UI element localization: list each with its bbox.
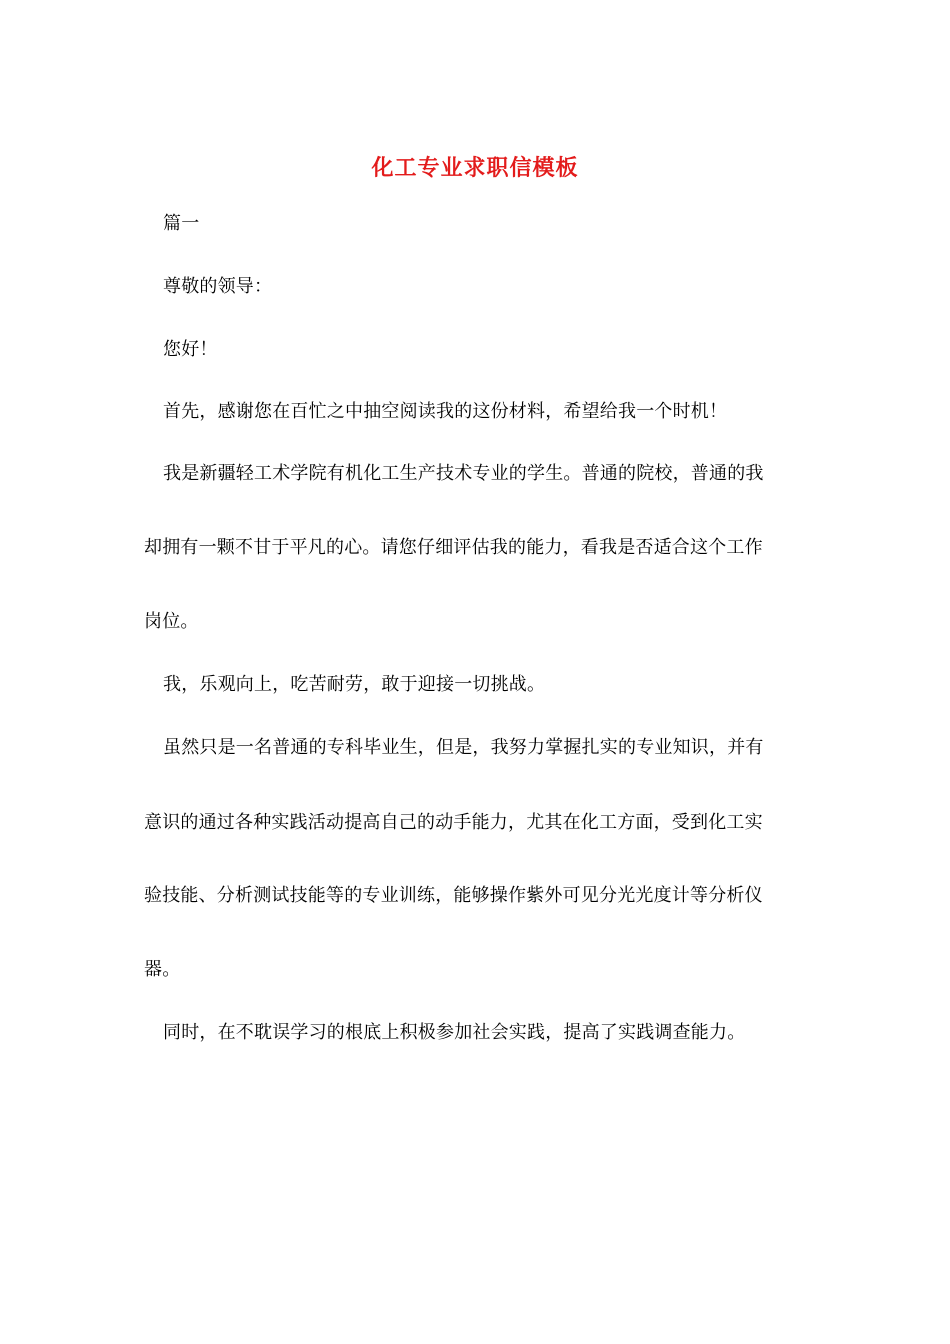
paragraph-line: 意识的通过各种实践活动提高自己的动手能力，尤其在化工方面，受到化工实 bbox=[144, 812, 763, 833]
salutation: 尊敬的领导： bbox=[163, 276, 273, 297]
document-title: 化工专业求职信模板 bbox=[371, 155, 579, 181]
paragraph-line: 虽然只是一名普通的专科毕业生，但是，我努力掌握扎实的专业知识，并有 bbox=[163, 737, 764, 758]
paragraph-line: 首先，感谢您在百忙之中抽空阅读我的这份材料，希望给我一个时机！ bbox=[163, 401, 728, 422]
section-heading: 篇一 bbox=[163, 213, 200, 234]
paragraph-line: 验技能、分析测试技能等的专业训练，能够操作紫外可见分光光度计等分析仪 bbox=[144, 885, 763, 906]
paragraph-line: 我，乐观向上，吃苦耐劳，敢于迎接一切挑战。 bbox=[163, 674, 546, 695]
paragraph-line: 岗位。 bbox=[144, 611, 199, 632]
paragraph-line: 器。 bbox=[144, 959, 181, 980]
paragraph-line: 同时，在不耽误学习的根底上积极参加社会实践，提高了实践调查能力。 bbox=[163, 1022, 746, 1043]
paragraph-line: 我是新疆轻工术学院有机化工生产技术专业的学生。普通的院校，普通的我 bbox=[163, 463, 764, 484]
paragraph-line: 却拥有一颗不甘于平凡的心。请您仔细评估我的能力，看我是否适合这个工作 bbox=[144, 537, 763, 558]
greeting: 您好！ bbox=[163, 339, 218, 360]
